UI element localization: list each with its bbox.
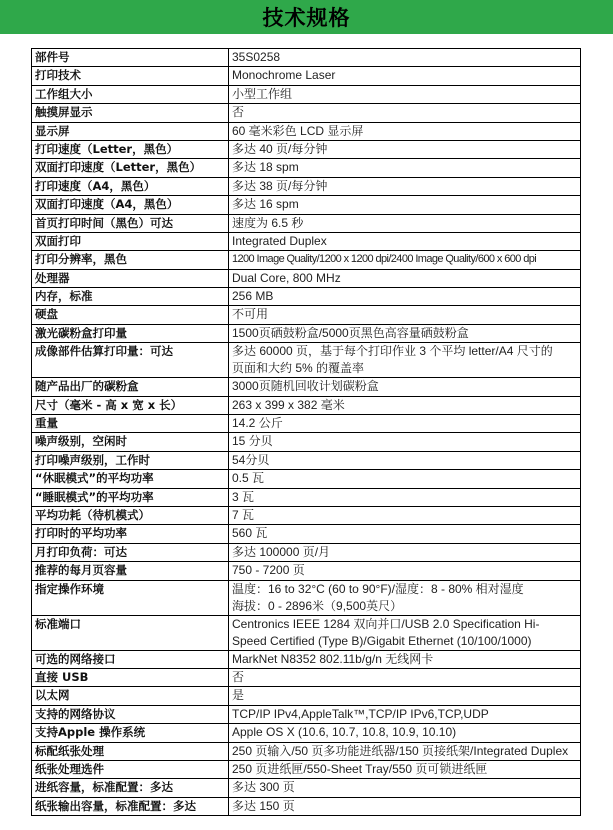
table-row	[32, 724, 581, 742]
spec-value: 否	[229, 104, 581, 122]
spec-label: 显示屏	[32, 122, 229, 140]
spec-label: 硬盘	[32, 306, 229, 324]
table-row	[32, 288, 581, 306]
spec-value-line: Speed Certified (Type B)/Gigabit Ethernet (10/100/1000)	[232, 633, 532, 648]
spec-label: 双面打印速度（A4，黑色）	[32, 196, 229, 214]
spec-value: 0.5 瓦	[229, 470, 581, 488]
spec-label: 成像部件估算打印量：可达	[32, 343, 229, 378]
table-row	[32, 343, 581, 378]
table-row	[32, 378, 581, 396]
spec-label: 打印速度（Letter，黑色）	[32, 140, 229, 158]
spec-label: 噪声级别，空闲时	[32, 433, 229, 451]
table-row	[32, 396, 581, 414]
spec-label: 打印分辨率，黑色	[32, 251, 229, 269]
spec-label: 标配纸张处理	[32, 742, 229, 760]
spec-label: 打印技术	[32, 67, 229, 85]
table-row	[32, 668, 581, 686]
table-row	[32, 506, 581, 524]
spec-label: “睡眠模式”的平均功率	[32, 488, 229, 506]
table-row	[32, 214, 581, 232]
spec-label: 标准端口	[32, 615, 229, 650]
table-row	[32, 615, 581, 650]
spec-label: 打印噪声级别，工作时	[32, 451, 229, 469]
table-row	[32, 67, 581, 85]
table-row	[32, 742, 581, 760]
spec-value	[229, 615, 581, 650]
table-row	[32, 470, 581, 488]
spec-value-line: Centronics IEEE 1284 双向并口/USB 2.0 Specification Hi-	[232, 616, 540, 631]
spec-value: Apple OS X (10.6, 10.7, 10.8, 10.9, 10.10)	[229, 724, 581, 742]
spec-value: 250 页输入/50 页多功能进纸器/150 页接纸架/Integrated Duplex	[229, 742, 581, 760]
spec-value	[229, 343, 581, 378]
spec-value: Monochrome Laser	[229, 67, 581, 85]
spec-value: 是	[229, 687, 581, 705]
spec-label: “休眠模式”的平均功率	[32, 470, 229, 488]
spec-value: 15 分贝	[229, 433, 581, 451]
table-row	[32, 562, 581, 580]
table-row	[32, 687, 581, 705]
spec-value: 多达 38 页/每分钟	[229, 177, 581, 195]
spec-value: 7 瓦	[229, 506, 581, 524]
spec-value: 不可用	[229, 306, 581, 324]
table-row	[32, 779, 581, 797]
table-row	[32, 451, 581, 469]
spec-label: 可选的网络接口	[32, 650, 229, 668]
table-row	[32, 196, 581, 214]
spec-label: 部件号	[32, 49, 229, 67]
spec-value: 小型工作组	[229, 85, 581, 103]
spec-label: 处理器	[32, 269, 229, 287]
spec-label: 随产品出厂的碳粉盒	[32, 378, 229, 396]
table-row	[32, 104, 581, 122]
spec-label: 内存，标准	[32, 288, 229, 306]
spec-label: 打印速度（A4，黑色）	[32, 177, 229, 195]
spec-value: 多达 18 spm	[229, 159, 581, 177]
spec-value: 1200 Image Quality/1200 x 1200 dpi/2400 Image Quality/600 x 600 dpi	[229, 251, 581, 269]
spec-value: Dual Core, 800 MHz	[229, 269, 581, 287]
table-row	[32, 650, 581, 668]
table-row	[32, 324, 581, 342]
spec-value: 3000页随机回收计划碳粉盒	[229, 378, 581, 396]
table-row	[32, 232, 581, 250]
spec-label: 打印时的平均功率	[32, 525, 229, 543]
table-row	[32, 140, 581, 158]
table-row	[32, 306, 581, 324]
spec-value: 多达 150 页	[229, 797, 581, 815]
table-row	[32, 797, 581, 815]
spec-value: 263 x 399 x 382 毫米	[229, 396, 581, 414]
spec-label: 平均功耗（待机模式）	[32, 506, 229, 524]
spec-value-line: 海拔：0 - 2896米（9,500英尺）	[232, 598, 403, 613]
table-row	[32, 49, 581, 67]
table-row	[32, 525, 581, 543]
spec-table-body	[32, 49, 581, 816]
spec-value: 750 - 7200 页	[229, 562, 581, 580]
spec-label: 支持Apple 操作系统	[32, 724, 229, 742]
spec-label: 指定操作环境	[32, 580, 229, 615]
spec-value: 速度为 6.5 秒	[229, 214, 581, 232]
spec-value: 1500页硒鼓粉盒/5000页黑色高容量硒鼓粉盒	[229, 324, 581, 342]
spec-label: 触摸屏显示	[32, 104, 229, 122]
spec-label: 支持的网络协议	[32, 705, 229, 723]
spec-label: 纸张输出容量，标准配置：多达	[32, 797, 229, 815]
table-row	[32, 415, 581, 433]
spec-label: 以太网	[32, 687, 229, 705]
spec-value-line: 温度：16 to 32°C (60 to 90°F)/湿度：8 - 80% 相对湿度	[232, 581, 524, 596]
spec-value: MarkNet N8352 802.11b/g/n 无线网卡	[229, 650, 581, 668]
table-row	[32, 543, 581, 561]
spec-value: 250 页进纸匣/550-Sheet Tray/550 页可锁进纸匣	[229, 760, 581, 778]
table-row	[32, 85, 581, 103]
spec-label: 月打印负荷：可达	[32, 543, 229, 561]
spec-table	[31, 48, 581, 816]
spec-label: 首页打印时间（黑色）可达	[32, 214, 229, 232]
spec-value: 54分贝	[229, 451, 581, 469]
header-bar	[0, 0, 613, 34]
spec-value: 14.2 公斤	[229, 415, 581, 433]
spec-value: 多达 40 页/每分钟	[229, 140, 581, 158]
spec-label: 工作组大小	[32, 85, 229, 103]
spec-value: 35S0258	[229, 49, 581, 67]
spec-label: 重量	[32, 415, 229, 433]
spec-value-line: 多达 60000 页，基于每个打印作业 3 个平均 letter/A4 尺寸的	[232, 344, 553, 359]
spec-value: Integrated Duplex	[229, 232, 581, 250]
spec-label: 直接 USB	[32, 668, 229, 686]
spec-label: 激光碳粉盒打印量	[32, 324, 229, 342]
table-row	[32, 159, 581, 177]
spec-value: 256 MB	[229, 288, 581, 306]
spec-label: 纸张处理选件	[32, 760, 229, 778]
spec-label: 双面打印	[32, 232, 229, 250]
table-row	[32, 433, 581, 451]
spec-label: 推荐的每月页容量	[32, 562, 229, 580]
table-row	[32, 122, 581, 140]
page-title: 技术规格	[262, 6, 351, 30]
spec-value: 560 瓦	[229, 525, 581, 543]
spec-value: TCP/IP IPv4,AppleTalk™,TCP/IP IPv6,TCP,UDP	[229, 705, 581, 723]
spec-value: 多达 16 spm	[229, 196, 581, 214]
table-row	[32, 580, 581, 615]
spec-label: 双面打印速度（Letter，黑色）	[32, 159, 229, 177]
spec-value: 多达 100000 页/月	[229, 543, 581, 561]
table-row	[32, 760, 581, 778]
table-row	[32, 269, 581, 287]
spec-value	[229, 580, 581, 615]
table-row	[32, 705, 581, 723]
spec-label: 进纸容量，标准配置：多达	[32, 779, 229, 797]
spec-value: 60 毫米彩色 LCD 显示屏	[229, 122, 581, 140]
spec-value: 否	[229, 668, 581, 686]
spec-value: 3 瓦	[229, 488, 581, 506]
table-row	[32, 177, 581, 195]
spec-label: 尺寸（毫米 - 高 x 宽 x 长）	[32, 396, 229, 414]
spec-value-line: 页面和大约 5% 的覆盖率	[232, 361, 365, 376]
table-row	[32, 251, 581, 269]
spec-value: 多达 300 页	[229, 779, 581, 797]
table-row	[32, 488, 581, 506]
